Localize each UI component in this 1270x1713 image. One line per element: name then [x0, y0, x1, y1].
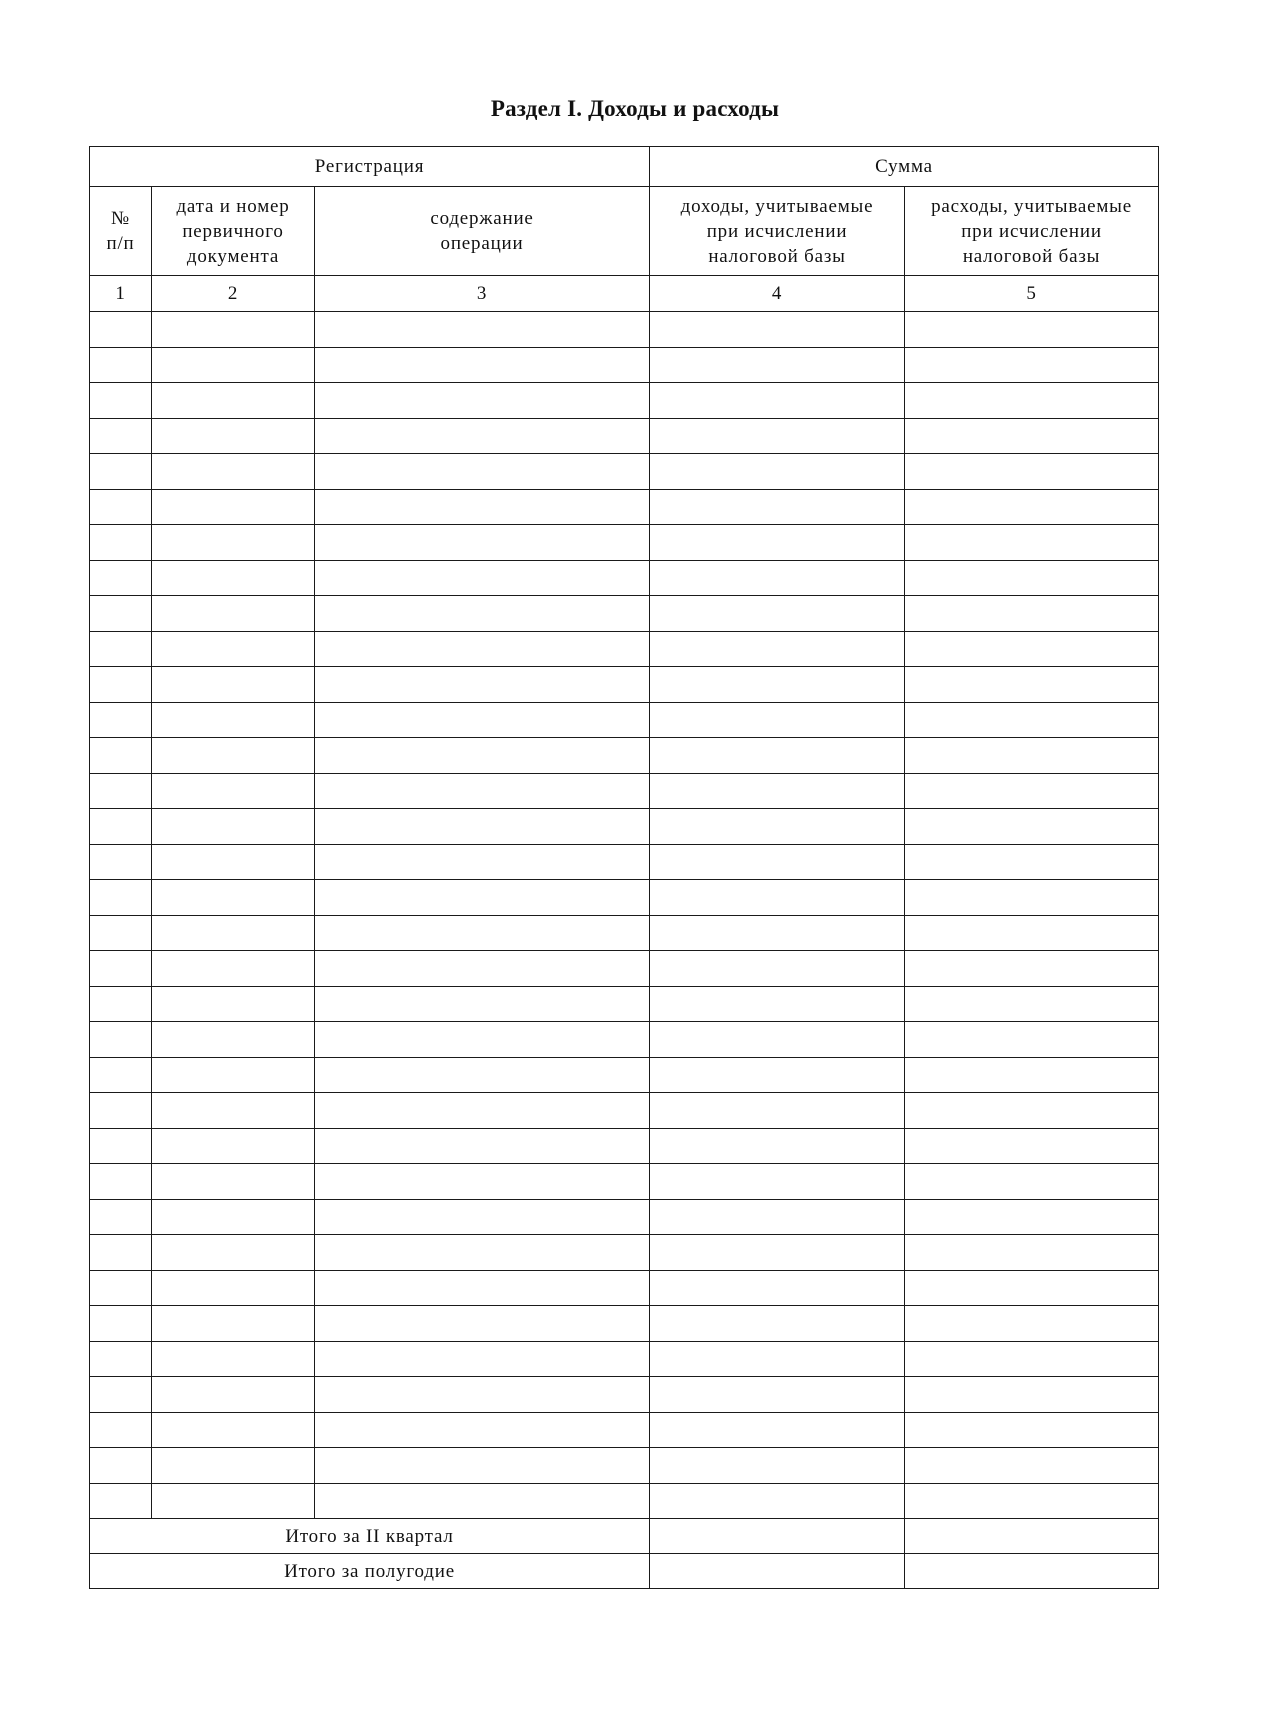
document-cell[interactable]	[152, 1377, 315, 1413]
expense-cell[interactable]	[905, 1412, 1159, 1448]
document-cell[interactable]	[152, 738, 315, 774]
table-row	[90, 844, 1159, 880]
table-row	[90, 312, 1159, 348]
income-cell[interactable]	[650, 986, 905, 1022]
operation-cell[interactable]	[315, 596, 650, 632]
total-label: Итого за полугодие	[90, 1554, 650, 1589]
operation-cell[interactable]	[315, 560, 650, 596]
expense-cell[interactable]	[905, 1235, 1159, 1271]
income-cell[interactable]	[650, 1022, 905, 1058]
document-cell[interactable]	[152, 560, 315, 596]
income-cell[interactable]	[650, 667, 905, 703]
table-row	[90, 702, 1159, 738]
income-cell[interactable]	[650, 489, 905, 525]
income-cell[interactable]	[650, 738, 905, 774]
column-number: 3	[315, 276, 650, 312]
table-row	[90, 1377, 1159, 1413]
expense-cell[interactable]	[905, 1057, 1159, 1093]
number-cell[interactable]	[90, 489, 152, 525]
expense-cell[interactable]	[905, 1199, 1159, 1235]
expense-cell[interactable]	[905, 1341, 1159, 1377]
operation-cell[interactable]	[315, 1306, 650, 1342]
number-cell[interactable]	[90, 596, 152, 632]
table-row	[90, 951, 1159, 987]
expense-cell[interactable]	[905, 596, 1159, 632]
document-cell[interactable]	[152, 347, 315, 383]
income-cell[interactable]	[650, 418, 905, 454]
expense-cell[interactable]	[905, 1270, 1159, 1306]
operation-cell[interactable]	[315, 951, 650, 987]
number-cell[interactable]	[90, 915, 152, 951]
table-row	[90, 986, 1159, 1022]
income-cell[interactable]	[650, 880, 905, 916]
number-cell[interactable]	[90, 1483, 152, 1519]
column-header-expense: расходы, учитываемые при исчислении налоговой базы	[905, 187, 1159, 276]
number-cell[interactable]	[90, 1057, 152, 1093]
table-row	[90, 631, 1159, 667]
income-cell[interactable]	[650, 1341, 905, 1377]
table-row	[90, 454, 1159, 490]
income-cell[interactable]	[650, 1164, 905, 1200]
expense-cell[interactable]	[905, 951, 1159, 987]
total-row-half-year	[90, 1554, 1159, 1589]
expense-cell[interactable]	[905, 1093, 1159, 1129]
document-cell[interactable]	[152, 951, 315, 987]
operation-cell[interactable]	[315, 1093, 650, 1129]
number-cell[interactable]	[90, 667, 152, 703]
expense-cell[interactable]	[905, 347, 1159, 383]
sum-header: Сумма	[650, 147, 1159, 187]
operation-cell[interactable]	[315, 1235, 650, 1271]
income-cell[interactable]	[650, 1483, 905, 1519]
document-cell[interactable]	[152, 667, 315, 703]
document-cell[interactable]	[152, 1341, 315, 1377]
document-cell[interactable]	[152, 418, 315, 454]
income-cell[interactable]	[650, 773, 905, 809]
document-cell[interactable]	[152, 1270, 315, 1306]
income-cell[interactable]	[650, 951, 905, 987]
expense-cell[interactable]	[905, 880, 1159, 916]
table-row	[90, 383, 1159, 419]
expense-cell[interactable]	[905, 702, 1159, 738]
expense-cell[interactable]	[905, 1377, 1159, 1413]
expense-cell[interactable]	[905, 312, 1159, 348]
number-cell[interactable]	[90, 347, 152, 383]
income-cell[interactable]	[650, 1306, 905, 1342]
income-cell[interactable]	[650, 383, 905, 419]
document-cell[interactable]	[152, 1306, 315, 1342]
operation-cell[interactable]	[315, 1270, 650, 1306]
income-cell[interactable]	[650, 809, 905, 845]
operation-cell[interactable]	[315, 1164, 650, 1200]
number-cell[interactable]	[90, 1412, 152, 1448]
operation-cell[interactable]	[315, 1199, 650, 1235]
document-cell[interactable]	[152, 1022, 315, 1058]
income-cell[interactable]	[650, 1448, 905, 1484]
expense-cell[interactable]	[905, 1164, 1159, 1200]
operation-cell[interactable]	[315, 489, 650, 525]
number-cell[interactable]	[90, 809, 152, 845]
table-row	[90, 667, 1159, 703]
table-row	[90, 809, 1159, 845]
operation-cell[interactable]	[315, 844, 650, 880]
expense-cell[interactable]	[905, 418, 1159, 454]
expense-cell[interactable]	[905, 738, 1159, 774]
income-cell[interactable]	[650, 915, 905, 951]
operation-cell[interactable]	[315, 347, 650, 383]
table-row	[90, 1412, 1159, 1448]
operation-cell[interactable]	[315, 525, 650, 561]
table-row	[90, 1235, 1159, 1271]
operation-cell[interactable]	[315, 1483, 650, 1519]
number-cell[interactable]	[90, 560, 152, 596]
operation-cell[interactable]	[315, 986, 650, 1022]
table-row	[90, 1057, 1159, 1093]
document-cell[interactable]	[152, 986, 315, 1022]
expense-cell[interactable]	[905, 1483, 1159, 1519]
income-cell[interactable]	[650, 631, 905, 667]
number-cell[interactable]	[90, 1235, 152, 1271]
total-income-cell[interactable]	[650, 1519, 905, 1554]
operation-cell[interactable]	[315, 809, 650, 845]
expense-cell[interactable]	[905, 1128, 1159, 1164]
number-cell[interactable]	[90, 1270, 152, 1306]
income-cell[interactable]	[650, 347, 905, 383]
operation-cell[interactable]	[315, 383, 650, 419]
total-income-cell[interactable]	[650, 1554, 905, 1589]
document-cell[interactable]	[152, 773, 315, 809]
number-cell[interactable]	[90, 1448, 152, 1484]
table-row	[90, 1093, 1159, 1129]
operation-cell[interactable]	[315, 1341, 650, 1377]
number-cell[interactable]	[90, 631, 152, 667]
table-row	[90, 738, 1159, 774]
operation-cell[interactable]	[315, 880, 650, 916]
table-row	[90, 347, 1159, 383]
table-row	[90, 1448, 1159, 1484]
expense-cell[interactable]	[905, 631, 1159, 667]
number-cell[interactable]	[90, 1377, 152, 1413]
document-cell[interactable]	[152, 809, 315, 845]
income-cell[interactable]	[650, 702, 905, 738]
expense-cell[interactable]	[905, 383, 1159, 419]
operation-cell[interactable]	[315, 1448, 650, 1484]
operation-cell[interactable]	[315, 1412, 650, 1448]
operation-cell[interactable]	[315, 1377, 650, 1413]
number-cell[interactable]	[90, 738, 152, 774]
number-cell[interactable]	[90, 312, 152, 348]
document-cell[interactable]	[152, 1448, 315, 1484]
table-row	[90, 1022, 1159, 1058]
income-expense-table	[89, 146, 1159, 1589]
column-header-operation: содержание операции	[315, 187, 650, 276]
expense-cell[interactable]	[905, 667, 1159, 703]
operation-cell[interactable]	[315, 418, 650, 454]
expense-cell[interactable]	[905, 773, 1159, 809]
document-cell[interactable]	[152, 312, 315, 348]
table-row	[90, 1306, 1159, 1342]
expense-cell[interactable]	[905, 844, 1159, 880]
income-cell[interactable]	[650, 525, 905, 561]
table-row	[90, 1164, 1159, 1200]
income-cell[interactable]	[650, 1199, 905, 1235]
table-row	[90, 1341, 1159, 1377]
document-cell[interactable]	[152, 596, 315, 632]
number-cell[interactable]	[90, 951, 152, 987]
document-cell[interactable]	[152, 1057, 315, 1093]
registration-header: Регистрация	[90, 147, 650, 187]
expense-cell[interactable]	[905, 915, 1159, 951]
document-cell[interactable]	[152, 1093, 315, 1129]
table-row	[90, 915, 1159, 951]
table-row	[90, 1128, 1159, 1164]
expense-cell[interactable]	[905, 1306, 1159, 1342]
table-row	[90, 880, 1159, 916]
expense-cell[interactable]	[905, 454, 1159, 490]
document-cell[interactable]	[152, 1164, 315, 1200]
table-row	[90, 1483, 1159, 1519]
number-cell[interactable]	[90, 525, 152, 561]
number-cell[interactable]	[90, 986, 152, 1022]
expense-cell[interactable]	[905, 809, 1159, 845]
table-row	[90, 596, 1159, 632]
operation-cell[interactable]	[315, 1057, 650, 1093]
column-number: 1	[90, 276, 152, 312]
document-cell[interactable]	[152, 1483, 315, 1519]
table-row	[90, 1199, 1159, 1235]
operation-cell[interactable]	[315, 1128, 650, 1164]
document-cell[interactable]	[152, 525, 315, 561]
number-cell[interactable]	[90, 454, 152, 490]
table-row	[90, 560, 1159, 596]
table-row	[90, 773, 1159, 809]
document-cell[interactable]	[152, 1412, 315, 1448]
document-cell[interactable]	[152, 880, 315, 916]
income-cell[interactable]	[650, 1128, 905, 1164]
number-cell[interactable]	[90, 1199, 152, 1235]
income-cell[interactable]	[650, 312, 905, 348]
operation-cell[interactable]	[315, 1022, 650, 1058]
column-header-income: доходы, учитываемые при исчислении налоговой базы	[650, 187, 905, 276]
income-cell[interactable]	[650, 1377, 905, 1413]
column-header-document: дата и номер первичного документа	[152, 187, 315, 276]
expense-cell[interactable]	[905, 489, 1159, 525]
document-cell[interactable]	[152, 1235, 315, 1271]
expense-cell[interactable]	[905, 560, 1159, 596]
number-cell[interactable]	[90, 1306, 152, 1342]
number-cell[interactable]	[90, 773, 152, 809]
table-row	[90, 525, 1159, 561]
column-number: 2	[152, 276, 315, 312]
table-row	[90, 418, 1159, 454]
number-cell[interactable]	[90, 1341, 152, 1377]
total-row-quarter	[90, 1519, 1159, 1554]
operation-cell[interactable]	[315, 738, 650, 774]
income-cell[interactable]	[650, 1057, 905, 1093]
document-cell[interactable]	[152, 631, 315, 667]
column-number: 4	[650, 276, 905, 312]
document-cell[interactable]	[152, 454, 315, 490]
operation-cell[interactable]	[315, 915, 650, 951]
expense-cell[interactable]	[905, 525, 1159, 561]
income-cell[interactable]	[650, 560, 905, 596]
number-cell[interactable]	[90, 1164, 152, 1200]
table-row	[90, 489, 1159, 525]
income-cell[interactable]	[650, 1093, 905, 1129]
expense-cell[interactable]	[905, 1448, 1159, 1484]
number-cell[interactable]	[90, 1022, 152, 1058]
operation-cell[interactable]	[315, 631, 650, 667]
income-cell[interactable]	[650, 844, 905, 880]
document-cell[interactable]	[152, 915, 315, 951]
table-row	[90, 1270, 1159, 1306]
expense-cell[interactable]	[905, 986, 1159, 1022]
column-number: 5	[905, 276, 1159, 312]
income-cell[interactable]	[650, 596, 905, 632]
operation-cell[interactable]	[315, 312, 650, 348]
income-cell[interactable]	[650, 1235, 905, 1271]
number-cell[interactable]	[90, 880, 152, 916]
document-cell[interactable]	[152, 844, 315, 880]
number-cell[interactable]	[90, 418, 152, 454]
operation-cell[interactable]	[315, 773, 650, 809]
column-header-number: № п/п	[90, 187, 152, 276]
document-cell[interactable]	[152, 489, 315, 525]
number-cell[interactable]	[90, 1093, 152, 1129]
ledger-body	[90, 312, 1159, 1519]
total-label: Итого за II квартал	[90, 1519, 650, 1554]
number-cell[interactable]	[90, 702, 152, 738]
expense-cell[interactable]	[905, 1022, 1159, 1058]
operation-cell[interactable]	[315, 667, 650, 703]
number-cell[interactable]	[90, 383, 152, 419]
income-cell[interactable]	[650, 1412, 905, 1448]
operation-cell[interactable]	[315, 454, 650, 490]
number-cell[interactable]	[90, 844, 152, 880]
number-cell[interactable]	[90, 1128, 152, 1164]
page-title: Раздел I. Доходы и расходы	[490, 96, 780, 121]
operation-cell[interactable]	[315, 702, 650, 738]
document-cell[interactable]	[152, 1128, 315, 1164]
income-cell[interactable]	[650, 1270, 905, 1306]
total-expense-cell[interactable]	[905, 1519, 1159, 1554]
document-cell[interactable]	[152, 383, 315, 419]
income-cell[interactable]	[650, 454, 905, 490]
total-expense-cell[interactable]	[905, 1554, 1159, 1589]
document-cell[interactable]	[152, 1199, 315, 1235]
document-cell[interactable]	[152, 702, 315, 738]
